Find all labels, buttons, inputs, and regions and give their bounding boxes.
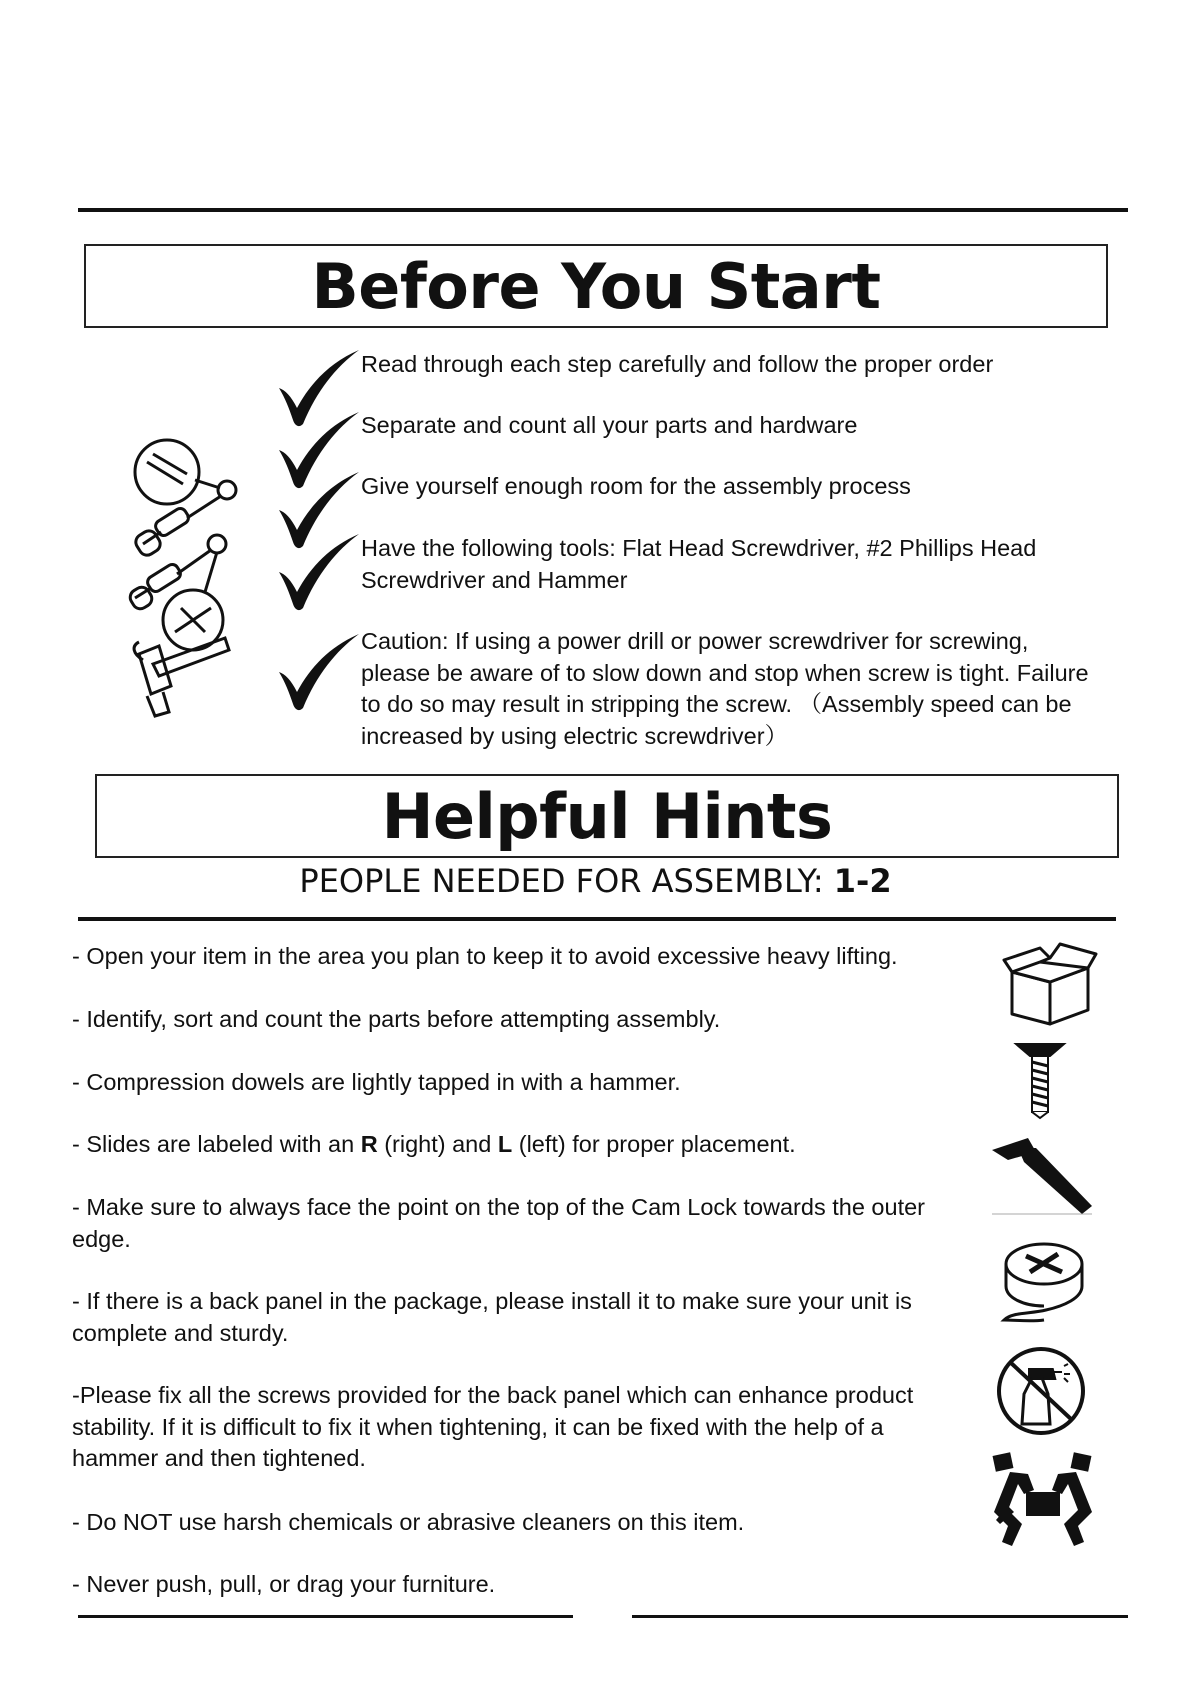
hint-item: - Compression dowels are lightly tapped in with a hammer. [72, 1069, 681, 1095]
step-text: Have the following tools: Flat Head Screwdriver, #2 Phillips Head Screwdriver and Hammer [361, 535, 1037, 593]
step-text: Caution: If using a power drill or power screwdriver for screwing, please be aware of to slow down and stop when screw is tight. Failure to do so may result in stripping the screw. （Assembly speed can be increased by using electric screwdriver） [361, 628, 1089, 749]
page-title: Before You Start [311, 249, 881, 323]
check-icon [276, 632, 366, 712]
hint-item: - If there is a back panel in the package, please install it to make sure your unit is complete and sturdy. [72, 1288, 912, 1346]
people-needed-count: 1-2 [833, 862, 892, 900]
hint-item: - Open your item in the area you plan to keep it to avoid excessive heavy lifting. [72, 943, 898, 969]
hint-item: - Do NOT use harsh chemicals or abrasive cleaners on this item. [72, 1509, 745, 1535]
before-you-start-header [84, 244, 1108, 328]
section-title: Helpful Hints [381, 779, 833, 853]
step-text: Give yourself enough room for the assembly process [361, 473, 911, 499]
hammer-icon [988, 1134, 1098, 1218]
hint-item [72, 1129, 972, 1161]
check-icon [276, 532, 366, 612]
hint-item: - Identify, sort and count the parts before attempting assembly. [72, 1006, 721, 1032]
cam-lock-icon [1000, 1240, 1090, 1324]
screwdriver-icon [133, 440, 236, 558]
hint-item: - Never push, pull, or drag your furniture. [72, 1571, 496, 1597]
hint-item: - Make sure to always face the point on the top of the Cam Lock towards the outer edge. [72, 1194, 925, 1252]
step-text: Separate and count all your parts and hardware [361, 412, 858, 438]
hint-item: -Please fix all the screws provided for the back panel which can enhance product stability. If it is difficult to fix it when tightening, it can be fixed with the help of a hammer and then tightened. [72, 1382, 914, 1471]
people-needed-label: PEOPLE NEEDED FOR ASSEMBLY: [299, 862, 834, 900]
helpful-hints-header [95, 774, 1119, 858]
hammer-icon [134, 638, 229, 716]
bottom-rule-left [78, 1615, 573, 1618]
step-text: Read through each step carefully and follow the proper order [361, 351, 994, 377]
tools-illustration [125, 432, 245, 732]
open-box-icon [1000, 938, 1100, 1028]
two-person-lift-icon [988, 1450, 1098, 1550]
people-needed [0, 862, 1191, 900]
top-rule [78, 208, 1128, 212]
hint-text: (left) for proper placement. [512, 1131, 796, 1157]
screw-icon [1010, 1040, 1070, 1120]
hints-rule [78, 917, 1116, 921]
hint-bold-r: R [360, 1131, 378, 1157]
hint-bold-l: L [497, 1131, 513, 1157]
no-spray-chemicals-icon [994, 1344, 1088, 1438]
bottom-rule-right [632, 1615, 1128, 1618]
hint-text: - Slides are labeled with an [72, 1131, 361, 1157]
hint-text: (right) and [377, 1131, 498, 1157]
